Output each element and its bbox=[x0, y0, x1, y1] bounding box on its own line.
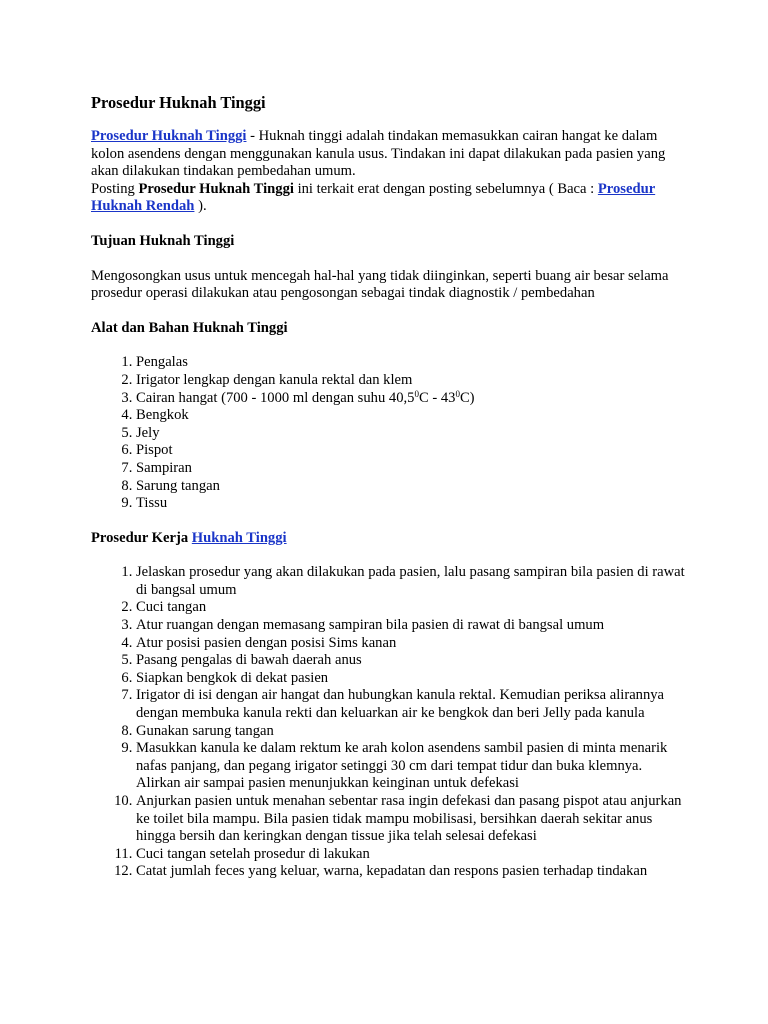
posting-bold-title: Prosedur Huknah Tinggi bbox=[138, 180, 294, 197]
prosedur-list bbox=[91, 564, 686, 881]
list-item: 4. Bengkok bbox=[136, 407, 686, 425]
list-item: 1. Jelaskan prosedur yang akan dilakukan pada pasien, lalu pasang sampiran bila pasien di rawat di bangsal umum bbox=[136, 564, 686, 599]
tujuan-text: Mengosongkan usus untuk mencegah hal-hal yang tidak diinginkan, seperti buang air besar selama prosedur operasi dilakukan atau pengosongan sebagai tindak diagnostik / pembedahan bbox=[91, 267, 669, 302]
list-item: 8. Sarung tangan bbox=[136, 478, 686, 496]
list-item: 1. Pengalas bbox=[136, 354, 686, 372]
page-title: Prosedur Huknah Tinggi bbox=[91, 93, 266, 112]
list-item: 6. Siapkan bengkok di dekat pasien bbox=[136, 670, 686, 688]
article-body bbox=[91, 93, 686, 898]
list-item: 5. Pasang pengalas di bawah daerah anus bbox=[136, 652, 686, 670]
list-item: 11. Cuci tangan setelah prosedur di lakukan bbox=[136, 846, 686, 864]
posting-suffix: ). bbox=[194, 198, 207, 215]
list-item: 7. Sampiran bbox=[136, 460, 686, 478]
cairan-sup-1: 0 bbox=[414, 388, 419, 399]
list-item: 2. Cuci tangan bbox=[136, 599, 686, 617]
cairan-sup-2: 0 bbox=[455, 388, 460, 399]
alat-heading: Alat dan Bahan Huknah Tinggi bbox=[91, 319, 288, 336]
list-item: 9. Tissu bbox=[136, 495, 686, 513]
prosedur-heading bbox=[91, 530, 686, 548]
posting-middle: ini terkait erat dengan posting sebelumnya ( Baca : bbox=[293, 180, 598, 197]
intro-text: - Huknah tinggi adalah tindakan memasukkan cairan hangat ke dalam kolon asendens dengan menggunakan kanula usus. Tindakan ini dapat dilakukan pada pasien yang akan dilakukan tindakan pembedahan umum. bbox=[91, 128, 666, 180]
list-item: 5. Jely bbox=[136, 425, 686, 443]
list-item: 8. Gunakan sarung tangan bbox=[136, 723, 686, 741]
huknah-rendah-link[interactable]: Prosedur Huknah Rendah bbox=[91, 180, 656, 215]
list-item: 3. Atur ruangan dengan memasang sampiran bila pasien di rawat di bangsal umum bbox=[136, 617, 686, 635]
list-item: 4. Atur posisi pasien dengan posisi Sims kanan bbox=[136, 635, 686, 653]
posting-paragraph bbox=[91, 181, 686, 216]
alat-list bbox=[91, 354, 686, 512]
list-item: 12. Catat jumlah feces yang keluar, warna, kepadatan dan respons pasien terhadap tindakan bbox=[136, 863, 686, 881]
list-item bbox=[136, 390, 686, 408]
intro-link[interactable]: Prosedur Huknah Tinggi bbox=[91, 128, 247, 144]
prosedur-heading-prefix: Prosedur Kerja bbox=[91, 529, 192, 546]
cairan-text-c: C) bbox=[459, 389, 475, 406]
intro-paragraph bbox=[91, 128, 686, 181]
list-item: 2. Irigator lengkap dengan kanula rektal dan klem bbox=[136, 372, 686, 390]
posting-prefix: Posting bbox=[91, 180, 139, 197]
list-item: 7. Irigator di isi dengan air hangat dan hubungkan kanula rektal. Kemudian periksa alirannya dengan membuka kanula rekti dan keluarkan air ke bengkok dan beri Jelly pada kanula bbox=[136, 687, 686, 722]
huknah-tinggi-link[interactable]: Huknah Tinggi bbox=[191, 529, 287, 546]
list-item: 10. Anjurkan pasien untuk menahan sebentar rasa ingin defekasi dan pasang pispot atau anjurkan ke toilet bila mampu. Bila pasien tidak mampu mobilisasi, bersihkan daerah sekitar anus hingga bersih dan keringkan dengan tissue jika telah selesai defekasi bbox=[136, 793, 686, 846]
list-item: 9. Masukkan kanula ke dalam rektum ke arah kolon asendens sambil pasien di minta menarik nafas panjang, dan pegang irigator setinggi 30 cm dari tempat tidur dan buka klemnya. Alirkan air sampai pasien menunjukkan keinginan untuk defekasi bbox=[136, 740, 686, 793]
list-item: 6. Pispot bbox=[136, 442, 686, 460]
cairan-text-b: C - 43 bbox=[418, 389, 456, 406]
tujuan-heading: Tujuan Huknah Tinggi bbox=[91, 232, 235, 249]
cairan-text-a: Cairan hangat (700 - 1000 ml dengan suhu 40,5 bbox=[136, 389, 415, 406]
